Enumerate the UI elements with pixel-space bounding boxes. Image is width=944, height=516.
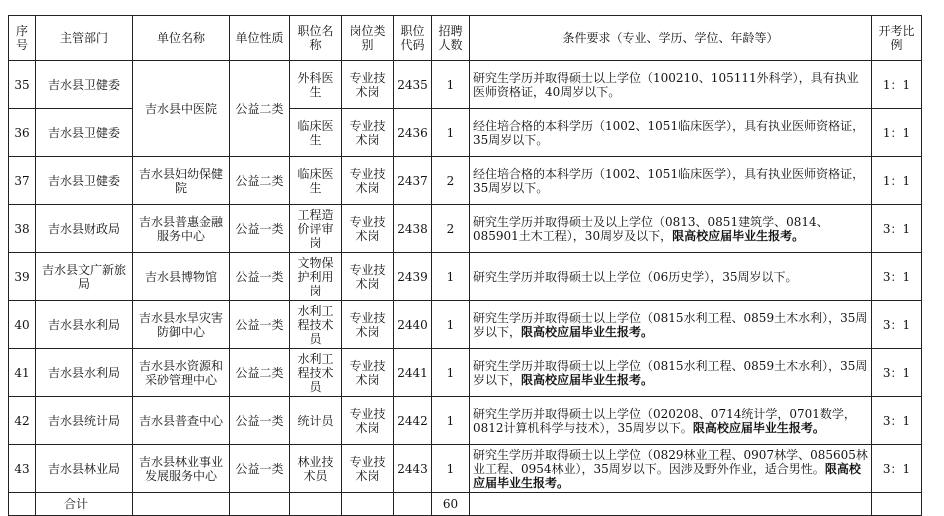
cell-nature: 公益一类 (230, 253, 290, 301)
requirement-text: 研究生学历并取得硕士以上学位（0815水利工程、0859土木水利），35周岁以下， (473, 358, 868, 387)
cell-dept: 吉水县水利局 (36, 301, 133, 349)
cell-nature: 公益一类 (230, 205, 290, 253)
cell-count: 1 (432, 349, 470, 397)
cell-no: 36 (9, 109, 36, 157)
total-row (9, 493, 922, 516)
total-count: 60 (432, 493, 470, 516)
cell-requirements (470, 205, 872, 253)
table-row (9, 349, 922, 397)
cell-requirements (470, 157, 872, 205)
header-row (9, 16, 922, 61)
requirement-emphasis: 限高校应届毕业生报考。 (521, 324, 654, 339)
cell-category: 专业技术岗 (342, 61, 394, 109)
header-requirements: 条件要求（专业、学历、学位、年龄等） (470, 16, 872, 61)
cell-category: 专业技术岗 (342, 205, 394, 253)
cell-dept: 吉水县卫健委 (36, 61, 133, 109)
requirement-text: 经住培合格的本科学历（1002、1051临床医学），具有执业医师资格证，35周岁以下。 (473, 118, 865, 147)
cell-code: 2436 (394, 109, 432, 157)
cell-code: 2440 (394, 301, 432, 349)
header-ratio: 开考比例 (872, 16, 922, 61)
table-row (9, 301, 922, 349)
header-dept: 主管部门 (36, 16, 133, 61)
cell-no: 38 (9, 205, 36, 253)
cell-category: 专业技术岗 (342, 301, 394, 349)
cell-category: 专业技术岗 (342, 445, 394, 493)
cell-ratio: 1：1 (872, 157, 922, 205)
cell-no: 42 (9, 397, 36, 445)
cell-requirements (470, 301, 872, 349)
cell-ratio: 1：1 (872, 61, 922, 109)
recruitment-table (8, 15, 922, 516)
cell-dept: 吉水县财政局 (36, 205, 133, 253)
requirement-emphasis: 限高校应届毕业生报考。 (473, 461, 861, 490)
requirement-text: 经住培合格的本科学历（1002、1051临床医学），具有执业医师资格证，35周岁以下。 (473, 166, 865, 195)
requirement-text: 研究生学历并取得硕士以上学位（100210、105111外科学），具有执业医师资格证，40周岁以下。 (473, 70, 859, 99)
table-row (9, 445, 922, 493)
cell-ratio: 3：1 (872, 301, 922, 349)
header-code: 职位代码 (394, 16, 432, 61)
cell-code: 2438 (394, 205, 432, 253)
cell-nature: 公益一类 (230, 445, 290, 493)
cell-dept: 吉水县林业局 (36, 445, 133, 493)
cell-count: 1 (432, 301, 470, 349)
cell-position: 水利工程技术员 (290, 349, 342, 397)
cell-dept: 吉水县文广新旅局 (36, 253, 133, 301)
cell-requirements (470, 349, 872, 397)
cell-no: 39 (9, 253, 36, 301)
cell-position: 临床医生 (290, 157, 342, 205)
cell-ratio: 3：1 (872, 349, 922, 397)
cell-empty (394, 493, 432, 516)
cell-count: 1 (432, 61, 470, 109)
cell-nature: 公益二类 (230, 349, 290, 397)
cell-unit: 吉水县普查中心 (133, 397, 230, 445)
cell-empty (133, 493, 230, 516)
cell-nature: 公益二类 (230, 61, 290, 157)
cell-empty (230, 493, 290, 516)
cell-code: 2441 (394, 349, 432, 397)
cell-code: 2442 (394, 397, 432, 445)
cell-code: 2435 (394, 61, 432, 109)
cell-requirements (470, 397, 872, 445)
total-label: 合计 (36, 493, 133, 516)
cell-unit: 吉水县水旱灾害防御中心 (133, 301, 230, 349)
cell-requirements (470, 253, 872, 301)
cell-count: 1 (432, 253, 470, 301)
cell-no: 41 (9, 349, 36, 397)
cell-requirements (470, 61, 872, 109)
cell-empty (470, 493, 872, 516)
requirement-text: 研究生学历并取得硕士以上学位（0829林业工程、0907林学、085605林业工程、0954林业），35周岁以下。因涉及野外作业，适合男性。 (473, 447, 868, 476)
requirement-emphasis: 限高校应届毕业生报考。 (521, 372, 654, 387)
cell-category: 专业技术岗 (342, 109, 394, 157)
cell-code: 2437 (394, 157, 432, 205)
cell-unit: 吉水县中医院 (133, 61, 230, 157)
cell-ratio: 3：1 (872, 445, 922, 493)
cell-ratio: 3：1 (872, 397, 922, 445)
cell-count: 2 (432, 157, 470, 205)
cell-unit: 吉水县博物馆 (133, 253, 230, 301)
cell-code: 2443 (394, 445, 432, 493)
header-count: 招聘人数 (432, 16, 470, 61)
table-row (9, 61, 922, 109)
cell-empty (290, 493, 342, 516)
cell-ratio: 3：1 (872, 253, 922, 301)
cell-count: 2 (432, 205, 470, 253)
cell-no: 43 (9, 445, 36, 493)
cell-requirements (470, 445, 872, 493)
cell-empty (9, 493, 36, 516)
requirement-emphasis: 限高校应届毕业生报考。 (692, 420, 825, 435)
cell-unit: 吉水县妇幼保健院 (133, 157, 230, 205)
header-category: 岗位类别 (342, 16, 394, 61)
requirement-text: 研究生学历并取得硕士以上学位（020208、0714统计学，0701数学，0812计算机科学与技术），35周岁以下。 (473, 406, 856, 435)
cell-dept: 吉水县卫健委 (36, 109, 133, 157)
cell-dept: 吉水县统计局 (36, 397, 133, 445)
cell-ratio: 1：1 (872, 109, 922, 157)
requirement-emphasis: 限高校应届毕业生报考。 (672, 228, 805, 243)
cell-ratio: 3：1 (872, 205, 922, 253)
cell-position: 工程造价评审岗 (290, 205, 342, 253)
cell-count: 1 (432, 397, 470, 445)
cell-dept: 吉水县水利局 (36, 349, 133, 397)
cell-position: 水利工程技术员 (290, 301, 342, 349)
cell-code: 2439 (394, 253, 432, 301)
requirement-text: 研究生学历并取得硕士以上学位（0815水利工程、0859土木水利），35周岁以下， (473, 310, 868, 339)
requirement-text: 研究生学历并取得硕士及以上学位（0813、0851建筑学、0814、085901土木工程），30周岁及以下， (473, 214, 829, 243)
header-unit: 单位名称 (133, 16, 230, 61)
table-row (9, 205, 922, 253)
table-row (9, 253, 922, 301)
cell-nature: 公益一类 (230, 397, 290, 445)
cell-no: 37 (9, 157, 36, 205)
cell-position: 统计员 (290, 397, 342, 445)
table-row (9, 397, 922, 445)
cell-no: 35 (9, 61, 36, 109)
header-nature: 单位性质 (230, 16, 290, 61)
cell-position: 外科医生 (290, 61, 342, 109)
cell-category: 专业技术岗 (342, 157, 394, 205)
cell-nature: 公益一类 (230, 301, 290, 349)
header-position: 职位名称 (290, 16, 342, 61)
cell-position: 文物保护利用岗 (290, 253, 342, 301)
header-no: 序号 (9, 16, 36, 61)
cell-position: 临床医生 (290, 109, 342, 157)
cell-count: 1 (432, 109, 470, 157)
cell-dept: 吉水县卫健委 (36, 157, 133, 205)
cell-nature: 公益二类 (230, 157, 290, 205)
cell-empty (342, 493, 394, 516)
cell-category: 专业技术岗 (342, 349, 394, 397)
cell-requirements (470, 109, 872, 157)
cell-count: 1 (432, 445, 470, 493)
cell-category: 专业技术岗 (342, 397, 394, 445)
cell-no: 40 (9, 301, 36, 349)
cell-unit: 吉水县普惠金融服务中心 (133, 205, 230, 253)
cell-unit: 吉水县水资源和采砂管理中心 (133, 349, 230, 397)
cell-position: 林业技术员 (290, 445, 342, 493)
cell-category: 专业技术岗 (342, 253, 394, 301)
table-row (9, 157, 922, 205)
cell-unit: 吉水县林业事业发展服务中心 (133, 445, 230, 493)
cell-empty (872, 493, 922, 516)
requirement-text: 研究生学历并取得硕士以上学位（06历史学），35周岁以下。 (473, 269, 798, 284)
